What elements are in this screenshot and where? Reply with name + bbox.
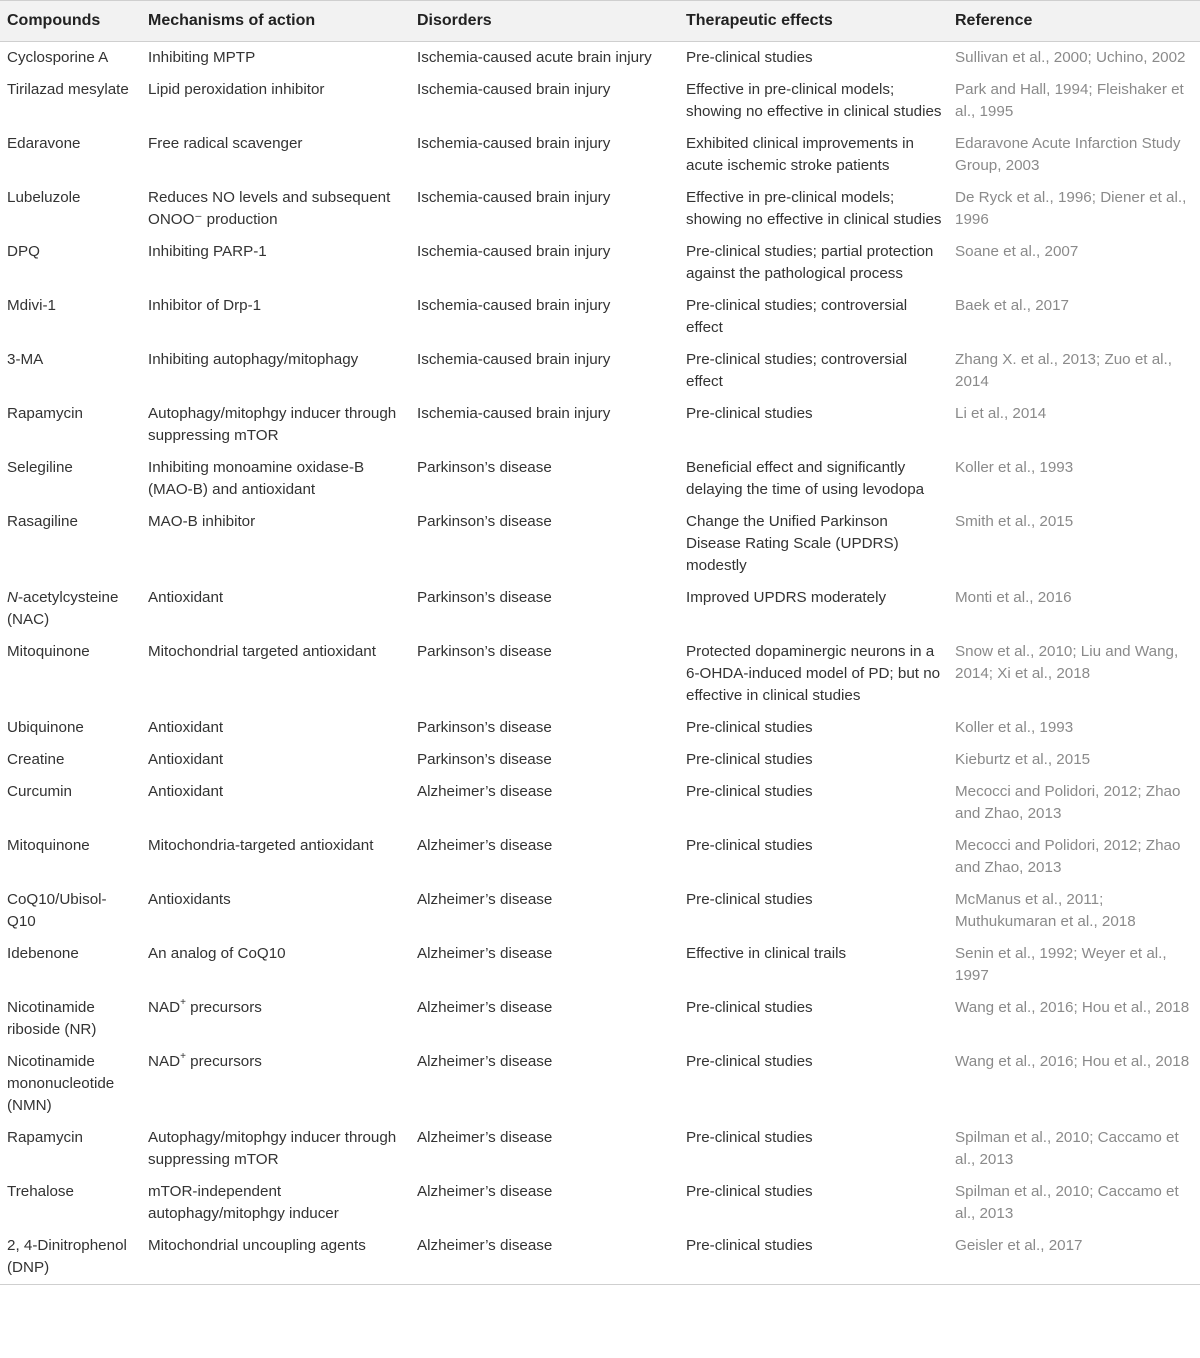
therapeutic-effect-cell: Pre-clinical studies bbox=[686, 1183, 813, 1200]
therapeutic-effect-cell: Pre-clinical studies bbox=[686, 1237, 813, 1254]
reference-cell: Sullivan et al., 2000; Uchino, 2002 bbox=[955, 49, 1186, 66]
mechanism-cell bbox=[141, 128, 410, 182]
mechanism-cell bbox=[141, 776, 410, 830]
disorder-cell: Alzheimer’s disease bbox=[417, 1183, 553, 1200]
reference-cell: Monti et al., 2016 bbox=[955, 589, 1072, 606]
disorder-cell: Parkinson’s disease bbox=[417, 513, 552, 530]
mechanism-cell bbox=[141, 1176, 410, 1230]
disorder-cell: Alzheimer’s disease bbox=[417, 783, 553, 800]
reference-cell: Koller et al., 1993 bbox=[955, 459, 1074, 476]
mechanism-cell bbox=[141, 992, 410, 1046]
mechanism-text: Lipid peroxidation inhibitor bbox=[148, 81, 325, 98]
mechanism-cell bbox=[141, 1046, 410, 1122]
table-row bbox=[0, 938, 1200, 992]
compound-cell bbox=[0, 744, 141, 776]
reference-cell: Li et al., 2014 bbox=[955, 405, 1047, 422]
therapeutic-effect-cell: Exhibited clinical improvements in acute ischemic stroke patients bbox=[686, 135, 914, 174]
compound-cell bbox=[0, 776, 141, 830]
disorder-cell: Ischemia-caused acute brain injury bbox=[417, 49, 652, 66]
disorder-cell: Ischemia-caused brain injury bbox=[417, 81, 611, 98]
compound-name: Mdivi-1 bbox=[7, 297, 56, 314]
compound-name: Nicotinamide riboside (NR) bbox=[7, 999, 97, 1038]
therapeutic-effect-cell: Improved UPDRS moderately bbox=[686, 589, 887, 606]
mechanism-text: Antioxidant bbox=[148, 783, 224, 800]
header-therapeutic-effects: Therapeutic effects bbox=[686, 12, 833, 29]
compound-name: Trehalose bbox=[7, 1183, 74, 1200]
reference-cell: Mecocci and Polidori, 2012; Zhao and Zhao, 2013 bbox=[955, 783, 1181, 822]
compound-name: DPQ bbox=[7, 243, 40, 260]
table-row bbox=[0, 1230, 1200, 1285]
table-row bbox=[0, 712, 1200, 744]
disorder-cell: Ischemia-caused brain injury bbox=[417, 351, 611, 368]
disorder-cell: Parkinson’s disease bbox=[417, 459, 552, 476]
therapeutic-effect-cell: Pre-clinical studies bbox=[686, 1053, 813, 1070]
reference-cell: Baek et al., 2017 bbox=[955, 297, 1069, 314]
compound-name: Mitoquinone bbox=[7, 837, 90, 854]
compound-name: Lubeluzole bbox=[7, 189, 81, 206]
disorder-cell: Parkinson’s disease bbox=[417, 643, 552, 660]
disorder-cell: Ischemia-caused brain injury bbox=[417, 243, 611, 260]
mechanism-cell bbox=[141, 884, 410, 938]
table-row bbox=[0, 182, 1200, 236]
header-compounds: Compounds bbox=[7, 12, 101, 29]
reference-cell: Zhang X. et al., 2013; Zuo et al., 2014 bbox=[955, 351, 1172, 390]
mechanism-cell bbox=[141, 1230, 410, 1285]
table-row bbox=[0, 884, 1200, 938]
compound-cell bbox=[0, 290, 141, 344]
therapeutic-effect-cell: Pre-clinical studies; controversial effect bbox=[686, 297, 908, 336]
compound-name: Curcumin bbox=[7, 783, 72, 800]
mechanism-text: Autophagy/mitophgy inducer through suppressing mTOR bbox=[148, 1129, 397, 1168]
compound-name: Ubiquinone bbox=[7, 719, 84, 736]
mechanism-text: MAO-B inhibitor bbox=[148, 513, 256, 530]
compound-cell bbox=[0, 74, 141, 128]
table-row bbox=[0, 1122, 1200, 1176]
mechanism-cell bbox=[141, 236, 410, 290]
table-row bbox=[0, 1176, 1200, 1230]
therapeutic-effect-cell: Pre-clinical studies bbox=[686, 999, 813, 1016]
compound-cell bbox=[0, 344, 141, 398]
compound-cell bbox=[0, 398, 141, 452]
mechanism-text: Mitochondrial targeted antioxidant bbox=[148, 643, 376, 660]
table-row bbox=[0, 344, 1200, 398]
header-row bbox=[0, 1, 1200, 42]
disorder-cell: Alzheimer’s disease bbox=[417, 837, 553, 854]
reference-cell: Soane et al., 2007 bbox=[955, 243, 1079, 260]
disorder-cell: Alzheimer’s disease bbox=[417, 1129, 553, 1146]
compound-cell bbox=[0, 42, 141, 75]
reference-cell: Kieburtz et al., 2015 bbox=[955, 751, 1091, 768]
compound-name: Selegiline bbox=[7, 459, 73, 476]
therapeutic-effect-cell: Pre-clinical studies bbox=[686, 49, 813, 66]
mechanism-superscript: + bbox=[180, 1050, 186, 1062]
compound-name: Rasagiline bbox=[7, 513, 78, 530]
mechanism-cell bbox=[141, 712, 410, 744]
mechanism-text: Inhibiting PARP-1 bbox=[148, 243, 267, 260]
therapeutic-effect-cell: Pre-clinical studies bbox=[686, 837, 813, 854]
mechanism-cell bbox=[141, 636, 410, 712]
compound-name: Rapamycin bbox=[7, 405, 83, 422]
reference-cell: Koller et al., 1993 bbox=[955, 719, 1074, 736]
compound-italic-prefix: N bbox=[7, 589, 18, 606]
compound-cell bbox=[0, 1230, 141, 1285]
compound-name: Mitoquinone bbox=[7, 643, 90, 660]
compound-name: Nicotinamide mononucleotide (NMN) bbox=[7, 1053, 115, 1114]
mechanism-cell bbox=[141, 452, 410, 506]
therapeutic-effect-cell: Effective in clinical trails bbox=[686, 945, 847, 962]
mechanism-text: Inhibiting monoamine oxidase-B (MAO-B) and antioxidant bbox=[148, 459, 365, 498]
reference-cell: Geisler et al., 2017 bbox=[955, 1237, 1083, 1254]
mechanism-text: Inhibitor of Drp-1 bbox=[148, 297, 262, 314]
header-disorders: Disorders bbox=[417, 12, 492, 29]
mechanism-text: Antioxidant bbox=[148, 751, 224, 768]
compound-cell bbox=[0, 128, 141, 182]
reference-cell: De Ryck et al., 1996; Diener et al., 1996 bbox=[955, 189, 1187, 228]
therapeutic-effect-cell: Beneficial effect and significantly delaying the time of using levodopa bbox=[686, 459, 925, 498]
reference-cell: Edaravone Acute Infarction Study Group, 2003 bbox=[955, 135, 1181, 174]
disorder-cell: Alzheimer’s disease bbox=[417, 999, 553, 1016]
mechanism-cell bbox=[141, 42, 410, 75]
mechanism-cell bbox=[141, 182, 410, 236]
mechanism-superscript: + bbox=[180, 996, 186, 1008]
mechanism-cell bbox=[141, 1122, 410, 1176]
compound-cell bbox=[0, 1176, 141, 1230]
mechanism-text: Antioxidants bbox=[148, 891, 231, 908]
disorder-cell: Alzheimer’s disease bbox=[417, 1053, 553, 1070]
disorder-cell: Ischemia-caused brain injury bbox=[417, 405, 611, 422]
compound-name: Rapamycin bbox=[7, 1129, 83, 1146]
compound-name: Creatine bbox=[7, 751, 65, 768]
compound-name: 2, 4-Dinitrophenol (DNP) bbox=[7, 1237, 127, 1276]
reference-cell: Wang et al., 2016; Hou et al., 2018 bbox=[955, 1053, 1190, 1070]
disorder-cell: Ischemia-caused brain injury bbox=[417, 189, 611, 206]
table-row bbox=[0, 776, 1200, 830]
compound-cell bbox=[0, 1046, 141, 1122]
table-row bbox=[0, 582, 1200, 636]
mechanism-text: mTOR-independent autophagy/mitophgy inducer bbox=[148, 1183, 339, 1222]
disorder-cell: Alzheimer’s disease bbox=[417, 1237, 553, 1254]
table-row bbox=[0, 1046, 1200, 1122]
compound-name: 3-MA bbox=[7, 351, 44, 368]
therapeutic-effect-cell: Change the Unified Parkinson Disease Rating Scale (UPDRS) modestly bbox=[686, 513, 899, 574]
table-row bbox=[0, 42, 1200, 75]
reference-cell: Mecocci and Polidori, 2012; Zhao and Zhao, 2013 bbox=[955, 837, 1181, 876]
mechanism-text: Mitochondria-targeted antioxidant bbox=[148, 837, 374, 854]
mechanism-text: Antioxidant bbox=[148, 719, 224, 736]
compound-cell bbox=[0, 830, 141, 884]
mechanism-text: precursors bbox=[185, 1053, 262, 1070]
mechanism-cell bbox=[141, 398, 410, 452]
therapeutic-effect-cell: Pre-clinical studies bbox=[686, 751, 813, 768]
mechanism-cell bbox=[141, 290, 410, 344]
mechanism-prefix: NAD bbox=[148, 1053, 181, 1070]
compound-name: -acetylcysteine (NAC) bbox=[7, 589, 119, 628]
mechanism-cell bbox=[141, 938, 410, 992]
compound-name: CoQ10/Ubisol-Q10 bbox=[7, 891, 107, 930]
therapeutic-effect-cell: Pre-clinical studies bbox=[686, 783, 813, 800]
mechanism-text: Inhibiting MPTP bbox=[148, 49, 256, 66]
mechanism-prefix: NAD bbox=[148, 999, 181, 1016]
compound-name: Edaravone bbox=[7, 135, 81, 152]
reference-cell: Wang et al., 2016; Hou et al., 2018 bbox=[955, 999, 1190, 1016]
table-row bbox=[0, 128, 1200, 182]
therapeutic-effect-cell: Pre-clinical studies; controversial effect bbox=[686, 351, 908, 390]
disorder-cell: Ischemia-caused brain injury bbox=[417, 135, 611, 152]
mechanism-cell bbox=[141, 344, 410, 398]
reference-cell: Spilman et al., 2010; Caccamo et al., 2013 bbox=[955, 1183, 1179, 1222]
table-row bbox=[0, 992, 1200, 1046]
therapeutic-effect-cell: Pre-clinical studies bbox=[686, 405, 813, 422]
compound-cell bbox=[0, 582, 141, 636]
disorder-cell: Alzheimer’s disease bbox=[417, 891, 553, 908]
table-row bbox=[0, 74, 1200, 128]
compound-cell bbox=[0, 236, 141, 290]
table-row bbox=[0, 290, 1200, 344]
therapeutic-effect-cell: Effective in pre-clinical models; showing no effective in clinical studies bbox=[686, 189, 942, 228]
mechanism-cell bbox=[141, 744, 410, 776]
mechanism-text: Inhibiting autophagy/mitophagy bbox=[148, 351, 359, 368]
compound-name: Tirilazad mesylate bbox=[7, 81, 129, 98]
compound-cell bbox=[0, 938, 141, 992]
table-row bbox=[0, 506, 1200, 582]
reference-cell: Senin et al., 1992; Weyer et al., 1997 bbox=[955, 945, 1167, 984]
compound-cell bbox=[0, 636, 141, 712]
disorder-cell: Ischemia-caused brain injury bbox=[417, 297, 611, 314]
compound-name: Idebenone bbox=[7, 945, 79, 962]
therapeutic-effect-cell: Pre-clinical studies bbox=[686, 891, 813, 908]
compound-cell bbox=[0, 884, 141, 938]
table-row bbox=[0, 398, 1200, 452]
disorder-cell: Parkinson’s disease bbox=[417, 589, 552, 606]
therapeutic-effect-cell: Effective in pre-clinical models; showing no effective in clinical studies bbox=[686, 81, 942, 120]
mechanism-cell bbox=[141, 830, 410, 884]
mechanism-text: Mitochondrial uncoupling agents bbox=[148, 1237, 366, 1254]
reference-cell: Snow et al., 2010; Liu and Wang, 2014; Xi et al., 2018 bbox=[955, 643, 1179, 682]
reference-cell: McManus et al., 2011; Muthukumaran et al., 2018 bbox=[955, 891, 1136, 930]
reference-cell: Spilman et al., 2010; Caccamo et al., 2013 bbox=[955, 1129, 1179, 1168]
compound-cell bbox=[0, 506, 141, 582]
disorder-cell: Parkinson’s disease bbox=[417, 751, 552, 768]
mechanism-cell bbox=[141, 74, 410, 128]
compound-cell bbox=[0, 992, 141, 1046]
header-reference: Reference bbox=[955, 12, 1033, 29]
therapeutic-effect-cell: Pre-clinical studies bbox=[686, 719, 813, 736]
header-mechanisms: Mechanisms of action bbox=[148, 12, 316, 29]
compound-cell bbox=[0, 1122, 141, 1176]
mechanism-text: Reduces NO levels and subsequent ONOO⁻ production bbox=[148, 189, 391, 228]
compound-cell bbox=[0, 182, 141, 236]
therapeutic-effect-cell: Pre-clinical studies; partial protection against the pathological process bbox=[686, 243, 934, 282]
table-body bbox=[0, 42, 1200, 1285]
mechanism-text: Free radical scavenger bbox=[148, 135, 303, 152]
mechanism-text: Antioxidant bbox=[148, 589, 224, 606]
mechanism-cell bbox=[141, 506, 410, 582]
mechanism-text: An analog of CoQ10 bbox=[148, 945, 286, 962]
table-row bbox=[0, 236, 1200, 290]
reference-cell: Smith et al., 2015 bbox=[955, 513, 1074, 530]
mechanism-text: precursors bbox=[185, 999, 262, 1016]
table-header bbox=[0, 1, 1200, 42]
therapeutic-effect-cell: Pre-clinical studies bbox=[686, 1129, 813, 1146]
compound-name: Cyclosporine A bbox=[7, 49, 109, 66]
therapeutic-effect-cell: Protected dopaminergic neurons in a 6-OHDA-induced model of PD; but no effective in clinical studies bbox=[686, 643, 941, 704]
table-row bbox=[0, 744, 1200, 776]
disorder-cell: Parkinson’s disease bbox=[417, 719, 552, 736]
table-row bbox=[0, 452, 1200, 506]
mechanism-cell bbox=[141, 582, 410, 636]
table-row bbox=[0, 636, 1200, 712]
compound-cell bbox=[0, 712, 141, 744]
mechanism-text: Autophagy/mitophgy inducer through suppressing mTOR bbox=[148, 405, 397, 444]
disorder-cell: Alzheimer’s disease bbox=[417, 945, 553, 962]
table-row bbox=[0, 830, 1200, 884]
compound-cell bbox=[0, 452, 141, 506]
reference-cell: Park and Hall, 1994; Fleishaker et al., 1995 bbox=[955, 81, 1184, 120]
